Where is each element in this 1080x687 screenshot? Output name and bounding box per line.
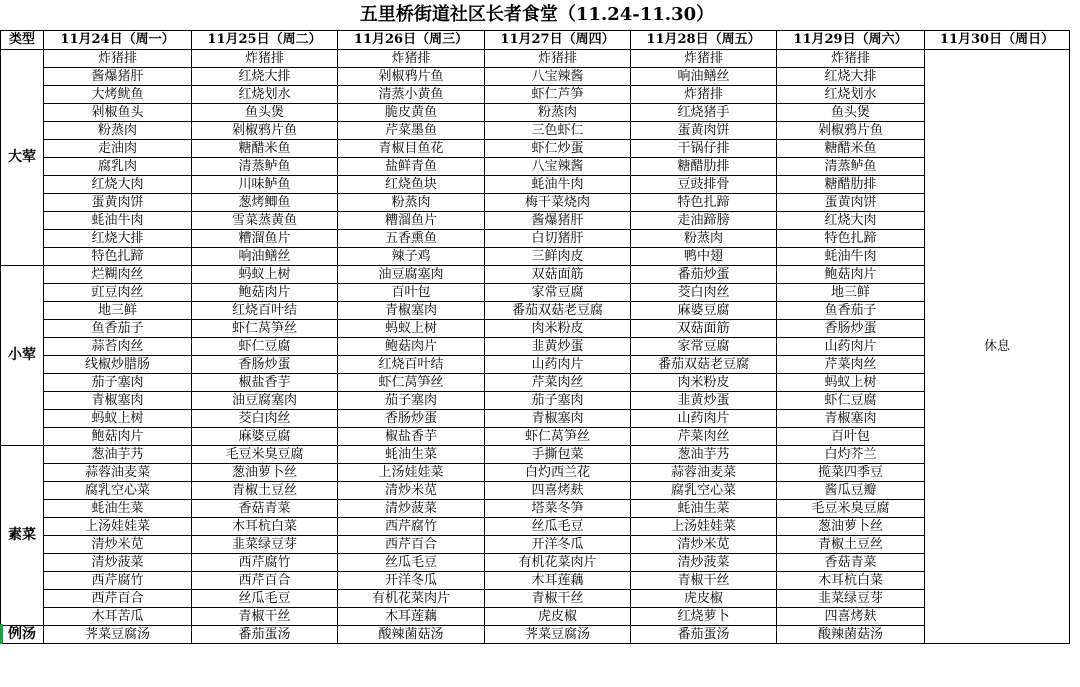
dish-cell: 蛋黄肉饼 [631,122,777,140]
dish-cell: 清炒米苋 [44,536,192,554]
dish-cell: 红烧大排 [192,68,338,86]
menu-row [1,176,1070,194]
dish-cell: 蛋黄肉饼 [44,194,192,212]
dish-cell: 川味鲈鱼 [192,176,338,194]
dish-cell: 青椒塞肉 [777,410,925,428]
dish-cell: 清炒菠菜 [44,554,192,572]
header-row [1,31,1070,50]
menu-row [1,446,1070,464]
dish-cell: 虎皮椒 [631,590,777,608]
dish-cell: 红烧萝卜 [631,608,777,626]
dish-cell: 荠菜豆腐汤 [44,626,192,644]
dish-cell: 香菇青菜 [777,554,925,572]
dish-cell: 木耳莲藕 [485,572,631,590]
dish-cell: 丝瓜毛豆 [338,554,485,572]
menu-body [1,50,1070,644]
dish-cell: 丝瓜毛豆 [485,518,631,536]
dish-cell: 红烧划水 [192,86,338,104]
dish-cell: 蚝油生菜 [44,500,192,518]
dish-cell: 青椒干丝 [631,572,777,590]
dish-cell: 虾仁芦笋 [485,86,631,104]
dish-cell: 粉蒸肉 [338,194,485,212]
menu-row [1,302,1070,320]
dish-cell: 蚂蚁上树 [44,410,192,428]
dish-cell: 蒜苔肉丝 [44,338,192,356]
dish-cell: 烂糊肉丝 [44,266,192,284]
dish-cell: 白灼芥兰 [777,446,925,464]
dish-cell: 清炒米苋 [338,482,485,500]
dish-cell: 鲍菇肉片 [44,428,192,446]
dish-cell: 八宝辣酱 [485,68,631,86]
page-title: 五里桥街道社区长者食堂（11.24-11.30） [359,4,715,25]
dish-cell: 番茄双菇老豆腐 [631,356,777,374]
dish-cell: 肉米粉皮 [631,374,777,392]
dish-cell: 虾仁莴笋丝 [485,428,631,446]
dish-cell: 山药肉片 [485,356,631,374]
menu-row [1,158,1070,176]
dish-cell: 响油鳝丝 [192,248,338,266]
dish-cell: 青椒目鱼花 [338,140,485,158]
dish-cell: 有机花菜肉片 [485,554,631,572]
dish-cell: 开洋冬瓜 [485,536,631,554]
dish-cell: 雪菜蒸黄鱼 [192,212,338,230]
dish-cell: 鸭中翅 [631,248,777,266]
dish-cell: 红烧划水 [777,86,925,104]
dish-cell: 地三鲜 [777,284,925,302]
header-day: 11月26日（周三） [338,31,485,50]
header-day: 11月30日（周日） [925,31,1070,50]
dish-cell: 麻婆豆腐 [192,428,338,446]
dish-cell: 线椒炒腊肠 [44,356,192,374]
dish-cell: 葱油芋艿 [631,446,777,464]
dish-cell: 虎皮椒 [485,608,631,626]
dish-cell: 芹菜肉丝 [777,356,925,374]
dish-cell: 特色扎蹄 [631,194,777,212]
dish-cell: 腐乳空心菜 [44,482,192,500]
dish-cell: 蚝油牛肉 [44,212,192,230]
dish-cell: 芹菜肉丝 [485,374,631,392]
dish-cell: 百叶包 [777,428,925,446]
menu-row [1,464,1070,482]
dish-cell: 炸猪排 [631,86,777,104]
dish-cell: 虾仁炒蛋 [485,140,631,158]
dish-cell: 西芹百合 [44,590,192,608]
dish-cell: 西芹百合 [338,536,485,554]
dish-cell: 四喜烤麸 [485,482,631,500]
dish-cell: 糖醋肋排 [777,176,925,194]
dish-cell: 芹菜墨鱼 [338,122,485,140]
dish-cell: 家常豆腐 [631,338,777,356]
dish-cell: 红烧百叶结 [338,356,485,374]
dish-cell: 酱爆猪肝 [485,212,631,230]
dish-cell: 蚂蚁上树 [777,374,925,392]
category-label: 素菜 [1,446,44,626]
dish-cell: 韭菜绿豆芽 [777,590,925,608]
dish-cell: 韭黄炒蛋 [631,392,777,410]
dish-cell: 番茄炒蛋 [631,266,777,284]
dish-cell: 糖醋肋排 [631,158,777,176]
menu-row [1,284,1070,302]
dish-cell: 红烧猪手 [631,104,777,122]
menu-row [1,320,1070,338]
dish-cell: 大烤鱿鱼 [44,86,192,104]
dish-cell: 清蒸小黄鱼 [338,86,485,104]
dish-cell: 红烧大排 [44,230,192,248]
dish-cell: 青椒塞肉 [485,410,631,428]
dish-cell: 炸猪排 [631,50,777,68]
category-label: 例汤 [1,626,44,644]
dish-cell: 青椒土豆丝 [192,482,338,500]
dish-cell: 番茄蛋汤 [192,626,338,644]
dish-cell: 香肠炒蛋 [192,356,338,374]
dish-cell: 葱油萝卜丝 [192,464,338,482]
menu-row [1,266,1070,284]
dish-cell: 炸猪排 [777,50,925,68]
dish-cell: 特色扎蹄 [777,230,925,248]
dish-cell: 葱烤鲫鱼 [192,194,338,212]
dish-cell: 香肠炒蛋 [338,410,485,428]
dish-cell: 上汤娃娃菜 [338,464,485,482]
dish-cell: 青椒土豆丝 [777,536,925,554]
menu-row [1,68,1070,86]
dish-cell: 干锅仔排 [631,140,777,158]
dish-cell: 八宝辣酱 [485,158,631,176]
dish-cell: 走油肉 [44,140,192,158]
dish-cell: 蚂蚁上树 [338,320,485,338]
dish-cell: 家常豆腐 [485,284,631,302]
menu-row [1,86,1070,104]
dish-cell: 粉蒸肉 [631,230,777,248]
dish-cell: 西芹腐竹 [192,554,338,572]
dish-cell: 鲍菇肉片 [192,284,338,302]
dish-cell: 蚝油生菜 [631,500,777,518]
dish-cell: 茭白肉丝 [631,284,777,302]
dish-cell: 清炒菠菜 [338,500,485,518]
dish-cell: 炸猪排 [338,50,485,68]
header-day: 11月24日（周一） [44,31,192,50]
dish-cell: 红烧大肉 [44,176,192,194]
dish-cell: 特色扎蹄 [44,248,192,266]
dish-cell: 白灼西兰花 [485,464,631,482]
dish-cell: 韭黄炒蛋 [485,338,631,356]
dish-cell: 粉蒸肉 [485,104,631,122]
menu-row [1,428,1070,446]
dish-cell: 红烧大肉 [777,212,925,230]
dish-cell: 鱼香茄子 [44,320,192,338]
dish-cell: 蛋黄肉饼 [777,194,925,212]
sheet-edge-marker [0,624,3,644]
dish-cell: 毛豆米臭豆腐 [777,500,925,518]
menu-row [1,410,1070,428]
dish-cell: 蚝油牛肉 [777,248,925,266]
dish-cell: 丝瓜毛豆 [192,590,338,608]
dish-cell: 蚂蚁上树 [192,266,338,284]
header-day: 11月25日（周二） [192,31,338,50]
menu-row [1,590,1070,608]
menu-row [1,572,1070,590]
dish-cell: 三色虾仁 [485,122,631,140]
dish-cell: 酸辣菌菇汤 [777,626,925,644]
dish-cell: 白切猪肝 [485,230,631,248]
dish-cell: 青椒干丝 [485,590,631,608]
dish-cell: 鲍菇肉片 [338,338,485,356]
dish-cell: 油豆腐塞肉 [192,392,338,410]
menu-row [1,392,1070,410]
dish-cell: 香肠炒蛋 [777,320,925,338]
dish-cell: 虾仁豆腐 [777,392,925,410]
menu-row [1,212,1070,230]
dish-cell: 双菇面筋 [631,320,777,338]
dish-cell: 响油鳝丝 [631,68,777,86]
dish-cell: 三鲜肉皮 [485,248,631,266]
dish-cell: 揽菜四季豆 [777,464,925,482]
dish-cell: 炸猪排 [44,50,192,68]
header-type: 类型 [1,31,44,50]
header-day: 11月28日（周五） [631,31,777,50]
dish-cell: 糖醋米鱼 [777,140,925,158]
dish-cell: 蚝油生菜 [338,446,485,464]
category-label: 大荤 [1,50,44,266]
dish-cell: 西芹腐竹 [338,518,485,536]
dish-cell: 荠菜豆腐汤 [485,626,631,644]
dish-cell: 虾仁豆腐 [192,338,338,356]
dish-cell: 葱油萝卜丝 [777,518,925,536]
dish-cell: 手撕包菜 [485,446,631,464]
dish-cell: 鲍菇肉片 [777,266,925,284]
dish-cell: 茄子塞肉 [485,392,631,410]
dish-cell: 芹菜肉丝 [631,428,777,446]
dish-cell: 腐乳空心菜 [631,482,777,500]
dish-cell: 清炒菠菜 [631,554,777,572]
menu-row [1,500,1070,518]
dish-cell: 西芹百合 [192,572,338,590]
dish-cell: 上汤娃娃菜 [44,518,192,536]
menu-row [1,518,1070,536]
menu-row [1,122,1070,140]
menu-row [1,50,1070,68]
dish-cell: 肉米粉皮 [485,320,631,338]
menu-row [1,626,1070,644]
dish-cell: 油豆腐塞肉 [338,266,485,284]
dish-cell: 地三鲜 [44,302,192,320]
dish-cell: 酱爆猪肝 [44,68,192,86]
dish-cell: 粉蒸肉 [44,122,192,140]
dish-cell: 蚝油牛肉 [485,176,631,194]
dish-cell: 双菇面筋 [485,266,631,284]
dish-cell: 有机花菜肉片 [338,590,485,608]
dish-cell: 韭菜绿豆芽 [192,536,338,554]
menu-row [1,536,1070,554]
dish-cell: 糟溜鱼片 [338,212,485,230]
menu-row [1,608,1070,626]
dish-cell: 山药肉片 [631,410,777,428]
dish-cell: 番茄双菇老豆腐 [485,302,631,320]
dish-cell: 炸猪排 [192,50,338,68]
dish-cell: 木耳杭白菜 [192,518,338,536]
menu-row [1,374,1070,392]
sunday-rest-cell: 休息 [925,50,1070,644]
dish-cell: 青椒塞肉 [44,392,192,410]
dish-cell: 酸辣菌菇汤 [338,626,485,644]
dish-cell: 青椒干丝 [192,608,338,626]
dish-cell: 梅干菜烧肉 [485,194,631,212]
dish-cell: 茭白肉丝 [192,410,338,428]
dish-cell: 清蒸鲈鱼 [777,158,925,176]
menu-row [1,338,1070,356]
header-day: 11月29日（周六） [777,31,925,50]
dish-cell: 麻婆豆腐 [631,302,777,320]
dish-cell: 香菇青菜 [192,500,338,518]
dish-cell: 清炒米苋 [631,536,777,554]
header-day: 11月27日（周四） [485,31,631,50]
dish-cell: 走油蹄膀 [631,212,777,230]
dish-cell: 毛豆米臭豆腐 [192,446,338,464]
menu-table [0,30,1070,644]
dish-cell: 虾仁莴笋丝 [192,320,338,338]
dish-cell: 上汤娃娃菜 [631,518,777,536]
dish-cell: 糟溜鱼片 [192,230,338,248]
dish-cell: 青椒塞肉 [338,302,485,320]
dish-cell: 西芹腐竹 [44,572,192,590]
dish-cell: 蒜蓉油麦菜 [631,464,777,482]
dish-cell: 椒盐香芋 [192,374,338,392]
dish-cell: 脆皮黄鱼 [338,104,485,122]
dish-cell: 番茄蛋汤 [631,626,777,644]
dish-cell: 豆豉排骨 [631,176,777,194]
dish-cell: 茄子塞肉 [338,392,485,410]
dish-cell: 炸猪排 [485,50,631,68]
dish-cell: 蒜蓉油麦菜 [44,464,192,482]
dish-cell: 鱼头煲 [192,104,338,122]
dish-cell: 红烧鱼块 [338,176,485,194]
dish-cell: 清蒸鲈鱼 [192,158,338,176]
category-label: 小荤 [1,266,44,446]
dish-cell: 虾仁莴笋丝 [338,374,485,392]
menu-row [1,104,1070,122]
dish-cell: 剁椒鸦片鱼 [192,122,338,140]
menu-row [1,554,1070,572]
menu-row [1,140,1070,158]
dish-cell: 豇豆肉丝 [44,284,192,302]
dish-cell: 山药肉片 [777,338,925,356]
dish-cell: 糖醋米鱼 [192,140,338,158]
dish-cell: 辣子鸡 [338,248,485,266]
dish-cell: 五香熏鱼 [338,230,485,248]
dish-cell: 酱瓜豆瓣 [777,482,925,500]
menu-row [1,230,1070,248]
dish-cell: 红烧大排 [777,68,925,86]
dish-cell: 鱼香茄子 [777,302,925,320]
dish-cell: 四喜烤麸 [777,608,925,626]
dish-cell: 开洋冬瓜 [338,572,485,590]
menu-row [1,194,1070,212]
dish-cell: 腐乳肉 [44,158,192,176]
dish-cell: 木耳苦瓜 [44,608,192,626]
dish-cell: 剁椒鱼头 [44,104,192,122]
menu-row [1,356,1070,374]
dish-cell: 鱼头煲 [777,104,925,122]
dish-cell: 木耳莲藕 [338,608,485,626]
menu-row [1,482,1070,500]
dish-cell: 塔菜冬笋 [485,500,631,518]
dish-cell: 木耳杭白菜 [777,572,925,590]
dish-cell: 剁椒鸦片鱼 [777,122,925,140]
dish-cell: 盐鲜青鱼 [338,158,485,176]
dish-cell: 椒盐香芋 [338,428,485,446]
dish-cell: 茄子塞肉 [44,374,192,392]
dish-cell: 剁椒鸦片鱼 [338,68,485,86]
dish-cell: 葱油芋艿 [44,446,192,464]
dish-cell: 红烧百叶结 [192,302,338,320]
menu-row [1,248,1070,266]
dish-cell: 百叶包 [338,284,485,302]
